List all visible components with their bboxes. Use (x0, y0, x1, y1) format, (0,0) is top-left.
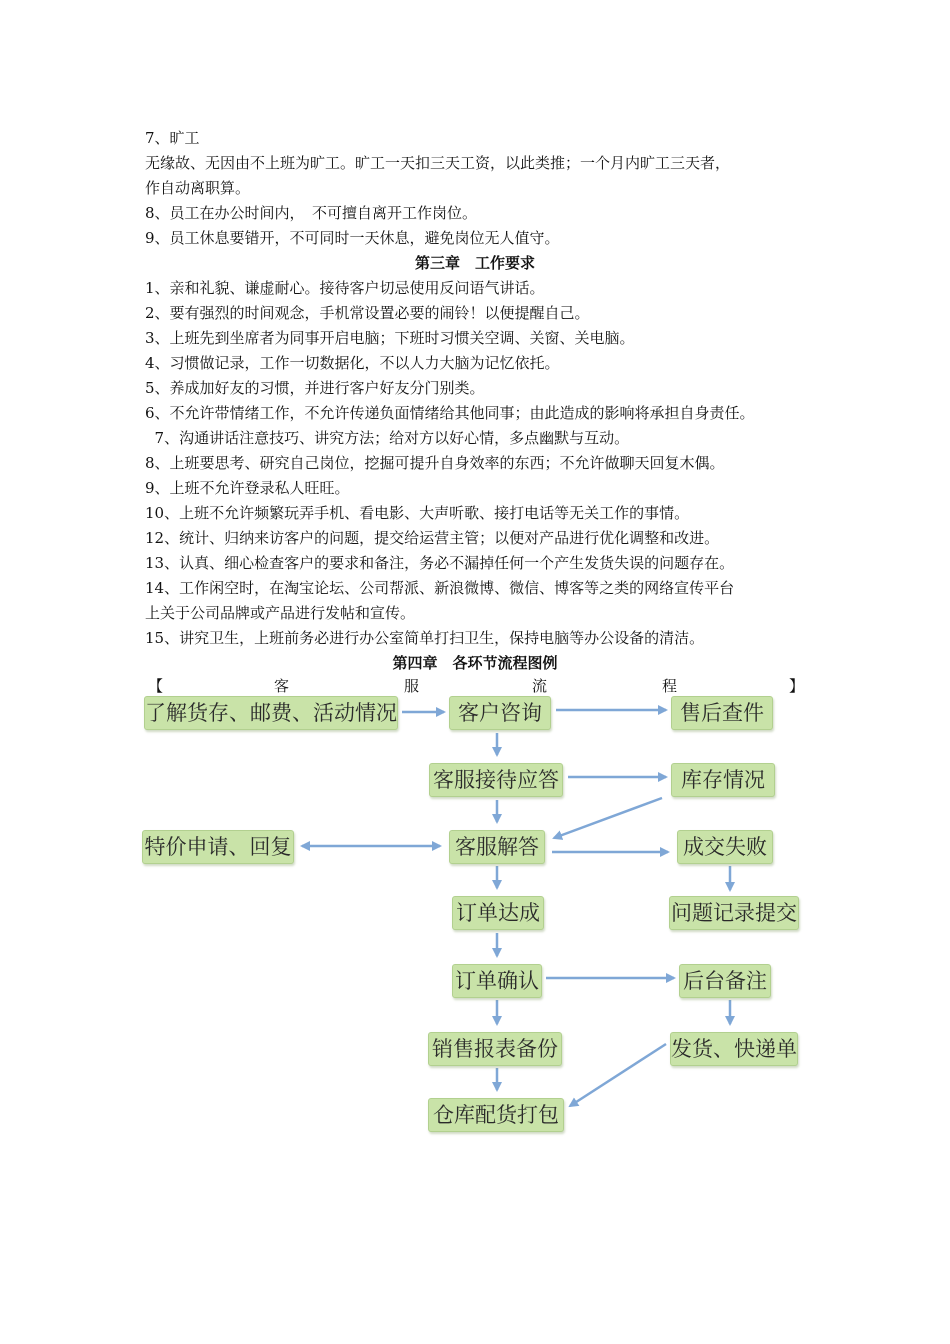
node-aftersale: 售后查件 (671, 696, 773, 730)
banner-char: 程 (662, 677, 678, 695)
node-backend-note: 后台备注 (679, 964, 771, 998)
rule-item: 4、习惯做记录，工作一切数据化，不以人力大脑为记忆依托。 (145, 354, 560, 372)
rule-item: 6、不允许带情绪工作，不允许传递负面情绪给其他同事；由此造成的影响将承担自身责任。 (145, 404, 755, 422)
rule-item: 上关于公司品牌或产品进行发帖和宣传。 (145, 604, 416, 622)
node-reception: 客服接待应答 (429, 763, 563, 797)
rule-item: 1、亲和礼貌、谦虚耐心。接待客户切忌使用反问语气讲话。 (145, 279, 545, 297)
text-line: 8、员工在办公时间内， 不可擅自离开工作岗位。 (145, 204, 478, 222)
text-line: 9、员工休息要错开，不可同时一天休息，避免岗位无人值守。 (145, 229, 560, 247)
node-answer: 客服解答 (449, 830, 545, 864)
chapter-4-title: 第四章 各环节流程图例 (392, 654, 558, 672)
rule-item: 5、养成加好友的习惯，并进行客户好友分门别类。 (145, 379, 485, 397)
arrow-stock-to-answer (554, 798, 662, 838)
text-line: 7、旷工 (145, 129, 200, 147)
node-order-done: 订单达成 (452, 896, 544, 930)
rule-item: 8、上班要思考、研究自己岗位，挖掘可提升自身效率的东西；不允许做聊天回复木偶。 (145, 454, 725, 472)
rule-item: 7、沟通讲话注意技巧、讲究方法；给对方以好心情，多点幽默与互动。 (145, 429, 630, 447)
node-special-price: 特价申请、回复 (142, 830, 294, 864)
arrow-ship-to-warehouse (570, 1044, 666, 1106)
node-inventory-info: 了解货存、邮费、活动情况 (144, 696, 398, 730)
rule-item: 15、讲究卫生，上班前务必进行办公室简单打扫卫生，保持电脑等办公设备的清洁。 (145, 629, 705, 647)
node-record: 问题记录提交 (669, 896, 799, 930)
banner-bracket-left: 【 (148, 677, 164, 695)
rule-item: 14、工作闲空时，在淘宝论坛、公司帮派、新浪微博、微信、博客等之类的网络宣传平台 (145, 579, 735, 597)
node-consult: 客户咨询 (449, 696, 551, 730)
banner-char: 客 (274, 677, 290, 695)
text-line: 无缘故、无因由不上班为旷工。旷工一天扣三天工资，以此类推；一个月内旷工三天者， (145, 154, 731, 172)
node-order-confirm: 订单确认 (452, 964, 542, 998)
rule-item: 13、认真、细心检查客户的要求和备注，务必不漏掉任何一个产生发货失误的问题存在。 (145, 554, 735, 572)
rule-item: 10、上班不允许频繁玩弄手机、看电影、大声听歌、接打电话等无关工作的事情。 (145, 504, 690, 522)
rule-item: 3、上班先到坐席者为同事开启电脑；下班时习惯关空调、关窗、关电脑。 (145, 329, 635, 347)
node-warehouse: 仓库配货打包 (428, 1098, 564, 1132)
rule-item: 9、上班不允许登录私人旺旺。 (145, 479, 350, 497)
text-line: 作自动离职算。 (145, 179, 251, 197)
rule-item: 12、统计、归纳来访客户的问题，提交给运营主管；以便对产品进行优化调整和改进。 (145, 529, 720, 547)
banner-char: 流 (532, 677, 548, 695)
banner-char: 服 (404, 677, 420, 695)
banner-bracket-right: 】 (789, 677, 805, 695)
chapter-3-title: 第三章 工作要求 (414, 254, 535, 272)
node-stock: 库存情况 (671, 763, 775, 797)
node-sales-report: 销售报表备份 (428, 1032, 562, 1066)
node-fail: 成交失败 (677, 830, 773, 864)
rule-item: 2、要有强烈的时间观念，手机常设置必要的闹铃！以便提醒自己。 (145, 304, 590, 322)
node-ship: 发货、快递单 (670, 1032, 798, 1066)
